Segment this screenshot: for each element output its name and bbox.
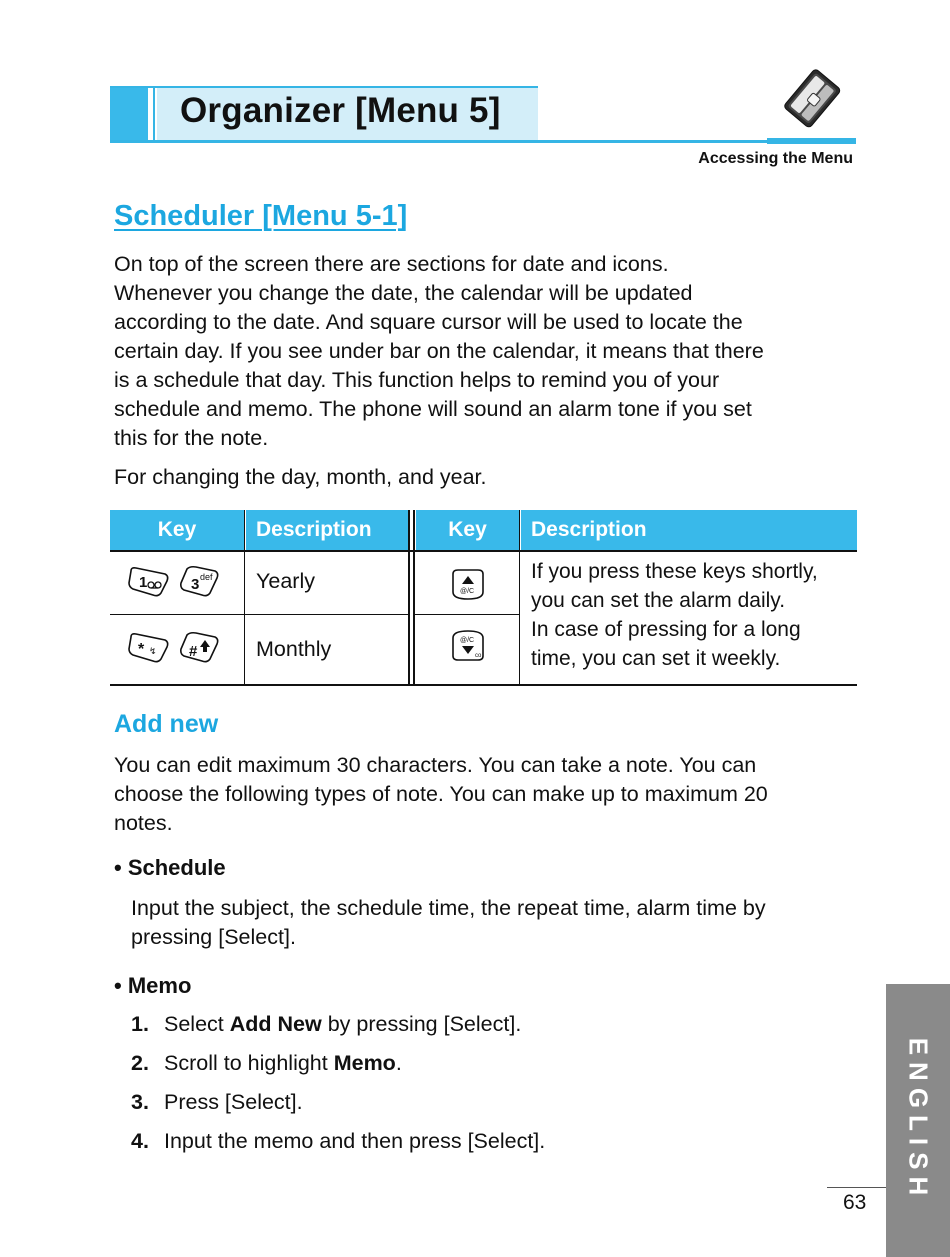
- table-header-key: Key: [110, 510, 244, 550]
- row-description: Yearly: [256, 569, 315, 593]
- organizer-wallet-icon: [783, 66, 843, 132]
- table-header-description: Description: [246, 510, 408, 550]
- nav-description-line: In case of pressing for a long: [531, 618, 801, 641]
- step-text: Input the memo and then press [Select].: [164, 1129, 546, 1153]
- step-text: Scroll to highlight: [164, 1051, 334, 1075]
- step-emphasis: Memo: [333, 1051, 396, 1075]
- schedule-paragraph: [131, 894, 859, 952]
- nav-description-line: time, you can set it weekly.: [531, 647, 781, 670]
- nav-description-line: If you press these keys shortly,: [531, 560, 818, 583]
- step-text: Select: [164, 1012, 230, 1036]
- section-title: Scheduler [Menu 5-1]: [114, 200, 408, 232]
- intro-line: this for the note.: [114, 426, 269, 450]
- add-new-heading: Add new: [114, 710, 219, 738]
- svg-text:def: def: [200, 572, 213, 582]
- memo-step: [131, 1051, 402, 1076]
- table-rule: [110, 684, 857, 686]
- step-text: Press [Select].: [164, 1090, 303, 1114]
- svg-text:#: #: [189, 643, 198, 660]
- language-label: ENGLISH: [903, 1037, 934, 1203]
- svg-text:@/C: @/C: [460, 637, 475, 644]
- table-divider: [408, 510, 410, 686]
- intro-line: schedule and memo. The phone will sound an alarm tone if you set: [114, 397, 752, 421]
- memo-step: [131, 1129, 545, 1154]
- section-subheading: Accessing the Menu: [698, 150, 853, 167]
- star-key-icon: [127, 631, 171, 665]
- 1-key-icon: [127, 565, 171, 599]
- step-number: 4.: [131, 1129, 149, 1153]
- step-number: 3.: [131, 1090, 149, 1114]
- add-new-paragraph: [114, 751, 859, 838]
- intro-line: certain day. If you see under bar on the calendar, it means that there: [114, 339, 764, 363]
- intro-line: is a schedule that day. This function helps to remind you of your: [114, 368, 720, 392]
- step-emphasis: Add New: [229, 1012, 322, 1036]
- step-text: by pressing [Select].: [321, 1012, 522, 1036]
- step-number: 1.: [131, 1012, 149, 1036]
- nav-up-key-icon: [450, 568, 486, 602]
- svg-text:1: 1: [139, 574, 148, 591]
- table-divider: [244, 510, 245, 686]
- intro-paragraph: [114, 250, 859, 453]
- schedule-bullet: • Schedule: [114, 855, 226, 880]
- table-header-key-2: Key: [416, 510, 519, 550]
- schedule-line: Input the subject, the schedule time, the repeat time, alarm time by: [131, 896, 766, 920]
- header-accent-block: [110, 88, 148, 140]
- table-rule: [110, 550, 857, 552]
- svg-text:co: co: [475, 653, 482, 659]
- header-rule: [110, 140, 856, 143]
- step-text: .: [395, 1051, 402, 1075]
- intro-line: On top of the screen there are sections for date and icons.: [114, 252, 669, 276]
- page-number: 63: [843, 1191, 867, 1214]
- svg-text:@/C: @/C: [460, 588, 475, 595]
- row-description: Monthly: [256, 637, 332, 661]
- svg-text:3: 3: [191, 576, 200, 593]
- memo-step: [131, 1012, 521, 1037]
- table-header-description-2: Description: [521, 510, 857, 550]
- nav-down-key-icon: [450, 628, 486, 662]
- 3-key-icon: [178, 565, 220, 599]
- table-rule: [414, 614, 520, 615]
- key-table: [110, 510, 857, 686]
- header-accent-gap: [148, 88, 155, 140]
- memo-bullet: • Memo: [114, 973, 192, 998]
- intro-line: according to the date. And square cursor will be used to locate the: [114, 310, 743, 334]
- header-rule-accent: [767, 138, 856, 144]
- step-number: 2.: [131, 1051, 149, 1075]
- svg-text:↯: ↯: [149, 646, 157, 656]
- add-new-line: notes.: [114, 811, 173, 835]
- nav-description-line: you can set the alarm daily.: [531, 589, 786, 612]
- intro-line: Whenever you change the date, the calendar will be updated: [114, 281, 693, 305]
- schedule-line: pressing [Select].: [131, 925, 296, 949]
- hash-key-icon: [178, 631, 220, 665]
- table-divider: [413, 510, 415, 686]
- memo-step: [131, 1090, 303, 1115]
- add-new-line: You can edit maximum 30 characters. You can take a note. You can: [114, 753, 757, 777]
- changing-note: For changing the day, month, and year.: [114, 465, 487, 489]
- page-number-rule: [827, 1187, 886, 1188]
- add-new-line: choose the following types of note. You can make up to maximum 20: [114, 782, 768, 806]
- table-rule: [110, 614, 408, 615]
- svg-text:*: *: [138, 641, 145, 658]
- page-title: Organizer [Menu 5]: [180, 91, 501, 130]
- nav-description: [531, 557, 818, 673]
- table-divider: [519, 510, 520, 686]
